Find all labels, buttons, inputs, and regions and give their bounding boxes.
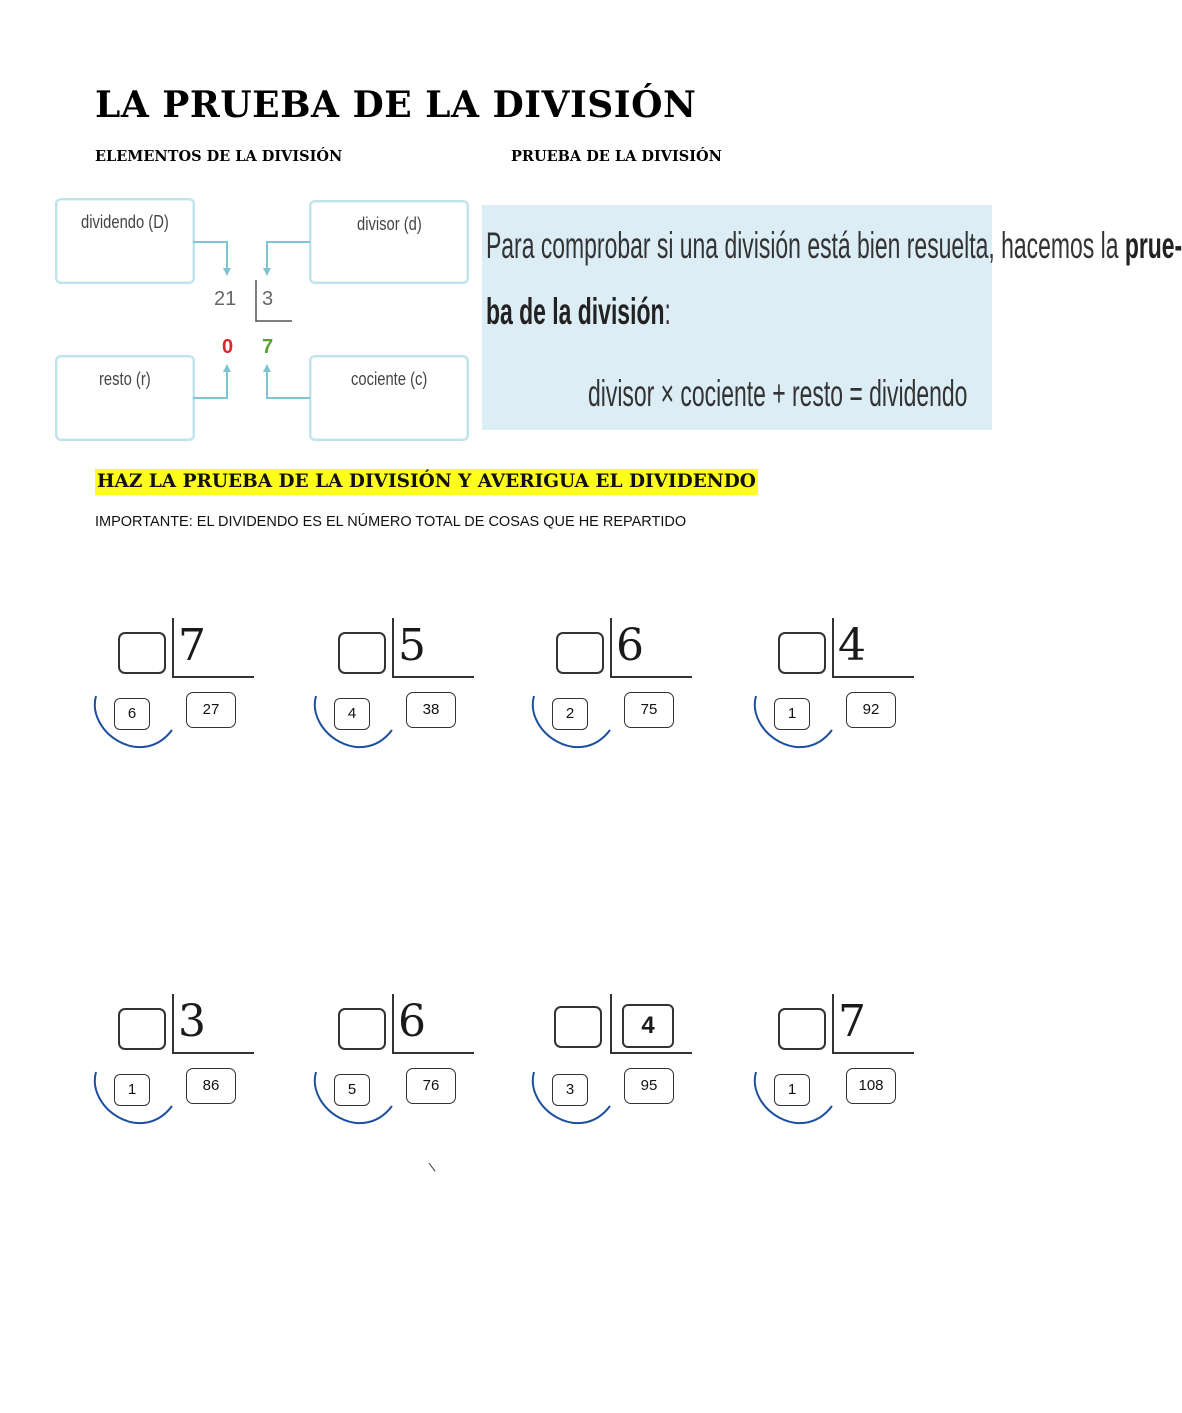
remainder-value: 4 — [334, 698, 370, 730]
elements-subheading: ELEMENTOS DE LA DIVISIÓN — [95, 148, 343, 165]
remainder-value: 1 — [774, 698, 810, 730]
remainder-value: 2 — [552, 698, 588, 730]
remainder-bracket — [312, 988, 402, 1078]
page-title: LA PRUEBA DE LA DIVISIÓN — [95, 84, 697, 126]
remainder-bracket — [752, 988, 842, 1078]
remainder-bracket — [752, 612, 842, 702]
divisor-value: 7 — [838, 996, 866, 1047]
division-exercise — [752, 612, 932, 752]
quotient-label: cociente (c) — [351, 369, 428, 389]
divisor-label: divisor (d) — [357, 214, 422, 234]
division-exercise — [92, 988, 272, 1128]
quotient-value: 92 — [846, 692, 896, 728]
quotient-box — [309, 355, 469, 441]
divisor-value: 6 — [616, 620, 644, 671]
quotient-value: 95 — [624, 1068, 674, 1104]
example-quotient: 7 — [262, 336, 274, 358]
division-exercise — [530, 612, 710, 752]
exercise-instruction: HAZ LA PRUEBA DE LA DIVISIÓN Y AVERIGUA EL DIVIDENDO — [95, 469, 758, 495]
quotient-value: 76 — [406, 1068, 456, 1104]
division-bracket-horizontal — [392, 676, 474, 678]
divisor-value: 7 — [178, 620, 206, 671]
division-bracket-horizontal — [392, 1052, 474, 1054]
division-exercise — [312, 612, 492, 752]
remainder-bracket — [92, 988, 182, 1078]
proof-text-part: Para comprobar si una división está bien resuelta, hacemos la — [486, 225, 1125, 266]
proof-explanation-panel — [482, 205, 1182, 430]
divisor-value: 4 — [838, 620, 866, 671]
remainder-box — [55, 355, 195, 441]
remainder-value: 1 — [774, 1074, 810, 1106]
division-exercise — [92, 612, 272, 752]
division-bracket-horizontal — [172, 676, 254, 678]
divisor-value: 4 — [622, 1004, 674, 1048]
remainder-bracket — [530, 988, 620, 1078]
division-exercise — [752, 988, 932, 1128]
example-remainder: 0 — [222, 336, 234, 358]
division-bracket-horizontal — [610, 676, 692, 678]
division-exercise — [530, 988, 710, 1128]
proof-text-line-2 — [486, 291, 671, 333]
proof-subheading: PRUEBA DE LA DIVISIÓN — [511, 148, 722, 165]
quotient-value: 75 — [624, 692, 674, 728]
divisor-value: 6 — [398, 996, 426, 1047]
division-bracket-horizontal — [610, 1052, 692, 1054]
quotient-value: 27 — [186, 692, 236, 728]
stray-mark: \ — [427, 1159, 437, 1175]
remainder-value: 5 — [334, 1074, 370, 1106]
connector-arrows — [180, 230, 330, 405]
divisor-value: 3 — [178, 996, 206, 1047]
remainder-value: 3 — [552, 1074, 588, 1106]
proof-term-bold-2: ba de la división — [486, 291, 665, 332]
example-divisor: 3 — [262, 288, 274, 310]
dividend-label: dividendo (D) — [81, 212, 169, 232]
remainder-bracket — [530, 612, 620, 702]
divisor-value: 5 — [398, 620, 426, 671]
division-bracket-horizontal — [172, 1052, 254, 1054]
proof-term-bold: prue- — [1124, 225, 1182, 266]
proof-text-colon: : — [664, 291, 671, 332]
remainder-label: resto (r) — [99, 369, 151, 389]
division-bracket-horizontal — [832, 676, 914, 678]
important-note: IMPORTANTE: EL DIVIDENDO ES EL NÚMERO TOTAL DE COSAS QUE HE REPARTIDO — [95, 514, 687, 530]
quotient-value: 86 — [186, 1068, 236, 1104]
division-exercise — [312, 988, 492, 1128]
divisor-box — [309, 200, 469, 284]
proof-formula: divisor × cociente + resto = dividendo — [588, 373, 968, 414]
example-dividend: 21 — [214, 288, 237, 310]
remainder-value: 1 — [114, 1074, 150, 1106]
dividend-box — [55, 198, 195, 284]
division-bracket-horizontal — [832, 1052, 914, 1054]
proof-text-line-1 — [486, 225, 1182, 267]
remainder-bracket — [312, 612, 402, 702]
quotient-value: 108 — [846, 1068, 896, 1104]
remainder-value: 6 — [114, 698, 150, 730]
remainder-bracket — [92, 612, 182, 702]
quotient-value: 38 — [406, 692, 456, 728]
